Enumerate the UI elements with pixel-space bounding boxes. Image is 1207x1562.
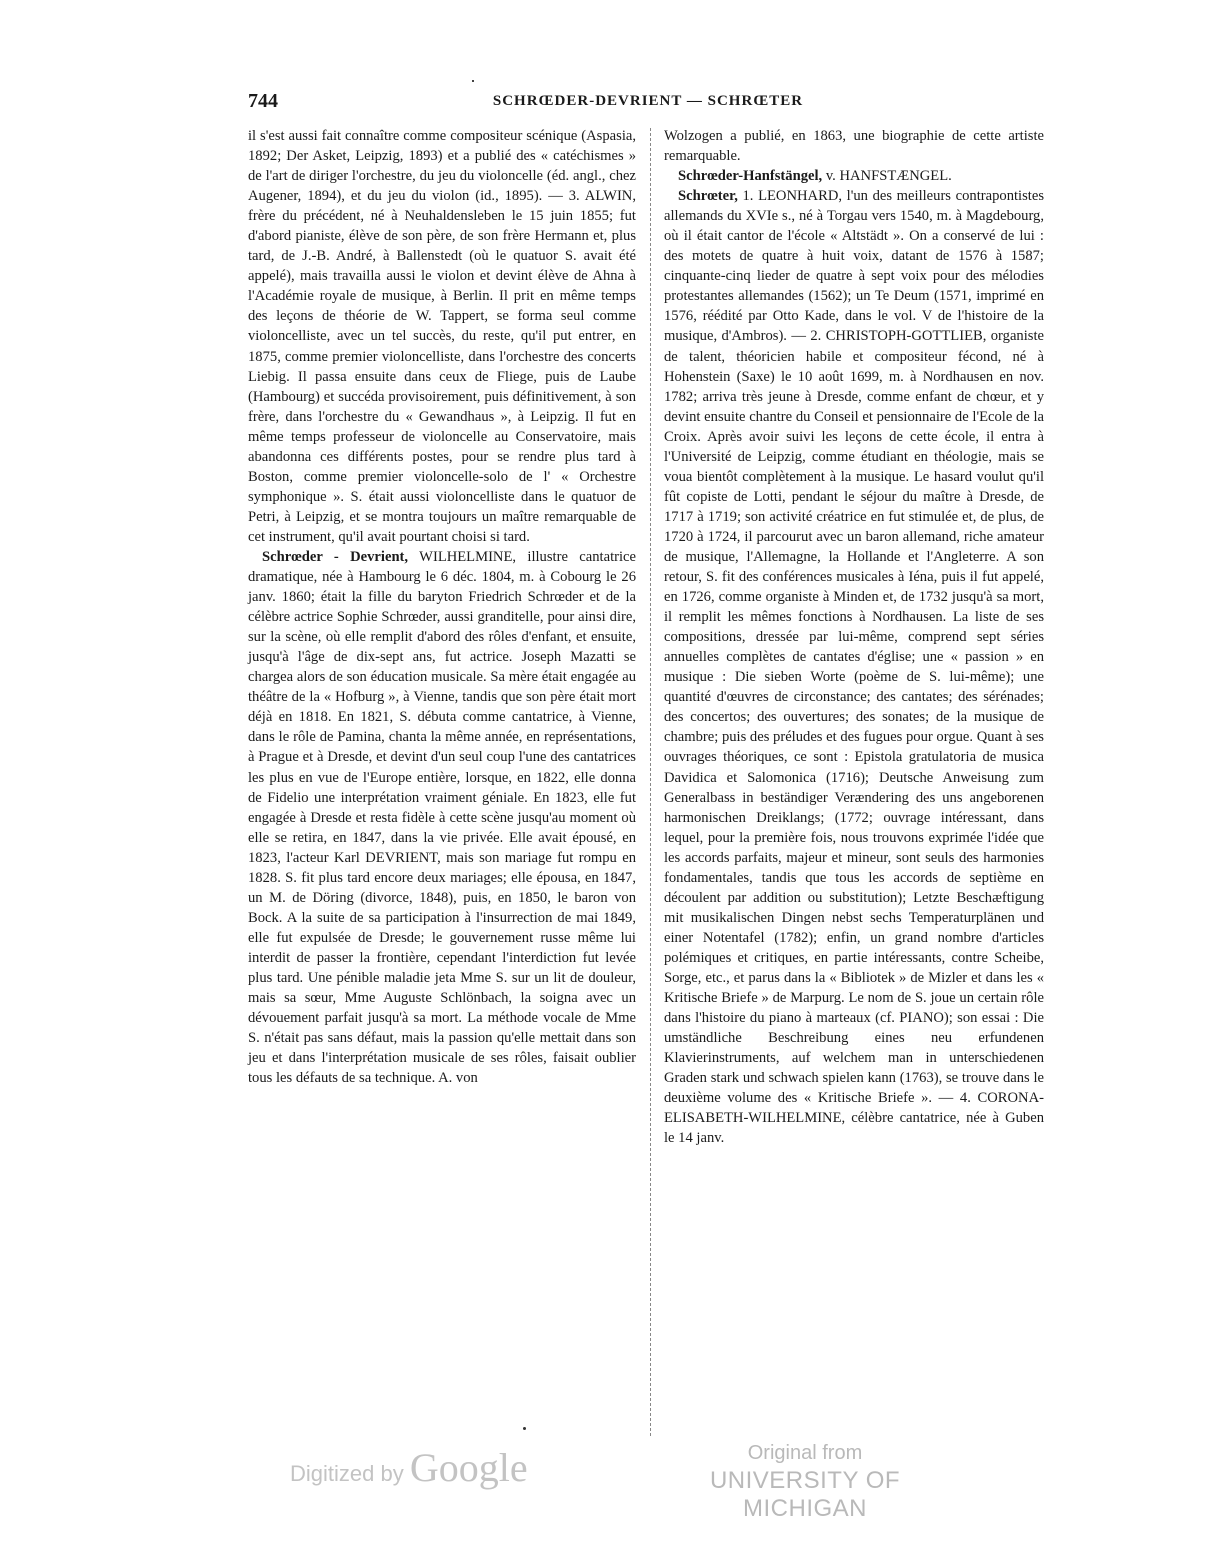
original-from-label: Original from <box>747 1442 863 1464</box>
dictionary-entry <box>248 547 636 1088</box>
paragraph <box>664 126 1044 166</box>
right-column <box>664 126 1044 1148</box>
page-header <box>248 90 1048 116</box>
left-column <box>248 126 636 1088</box>
dictionary-entry <box>664 186 1044 1148</box>
original-from-watermark <box>670 1442 940 1523</box>
digitization-footer <box>280 1436 940 1522</box>
entry-headword: Schrœter, <box>678 188 738 205</box>
entry-headword: Schrœder - Devrient, <box>262 548 409 565</box>
university-label: UNIVERSITY OF MICHIGAN <box>709 1467 901 1522</box>
google-logo: Google <box>409 1445 528 1490</box>
entry-text: WILHELMINE, illustre cantatrice dramatique, née à Hambourg le 6 déc. 1804, m. à Cobourg le 26 janv. 1860; était la fille du baryton Friedrich Schrœder et de la célèbre actrice Sophie Schrœder, aussi granditelle, pour ainsi dire, sur la scène, où elle remplit d'abord des rôles d'enfant, et ensuite, jusqu'à l'âge de dix-sept ans, fut actrice. Joseph Mazatti se chargea alors de son éducation musicale. Sa mère était engagée au théâtre de la « Hofburg », à Vienne, tandis que son père était mort déjà en 1818. En 1821, S. débuta comme cantatrice, à Vienne, dans le rôle de Pamina, chanta la même année, en représentations, à Prague et à Dresde, et devint d'un seul coup l'une des cantatrices les plus en vue de l'Europe entière, lorsque, en 1822, elle donna de Fidelio une interprétation vraiment géniale. En 1823, elle fut engagée à Dresde et resta fidèle à cette scène jusqu'au moment où elle se retira, en 1847, dans la vie privée. Elle avait épousé, en 1823, l'acteur Karl DEVRIENT, mais son mariage fut rompu en 1828. S. fit plus tard encore deux mariages; elle épousa, en 1847, un M. de Döring (divorce, 1848), puis, en 1850, le baron von Bock. A la suite de sa participation à l'insurrection de mai 1849, elle fut expulsée de Dresde; le gouvernement russe même lui interdit de passer la frontière, cependant l'interdiction fut levée plus tard. Une pénible maladie jeta Mme S. sur un lit de douleur, mais sa sœur, Mme Auguste Schlönbach, la soigna avec un dévouement parfait jusqu'à sa mort. La méthode vocale de Mme S. n'était pas sans défaut, mais la passion qu'elle mettait dans son jeu et dans l'interprétation musicale de ses rôles, faisait oublier tous les défauts de sa technique. A. von <box>248 548 637 1087</box>
digitized-by-watermark <box>290 1444 528 1491</box>
entry-headword: Schrœder-Hanfstängel, <box>678 168 823 185</box>
page-number: 744 <box>248 90 278 112</box>
print-mark <box>472 80 474 82</box>
running-title: SCHRŒDER-DEVRIENT — SCHRŒTER <box>492 93 804 109</box>
paragraph <box>248 126 636 547</box>
paragraph-text: il s'est aussi fait connaître comme compositeur scénique (Aspasia, 1892; Der Asket, Leipzig, 1893) et a publié des « catéchismes » de l'art de diriger l'orchestre, du jeu du violoncelle (éd. angl., chez Augener, 1894), et du jeu du violon (id., 1895). — 3. ALWIN, frère du précédent, né à Neuhaldensleben le 15 juin 1855; fut d'abord pianiste, élève de son père, de son frère Hermann et, plus tard, de J.-B. André, à Ballenstedt (où le quatuor S. avait été appelé), mais travailla aussi le violon et devint élève de Ahna à l'Académie royale de musique, à Berlin. Il prit en même temps des leçons de théorie de W. Tappert, se forma seul comme violoncelliste, avec un tel succès, du reste, qu'il put entrer, en 1875, comme premier violoncelliste, dans l'orchestre des concerts Liebig. Il passa ensuite dans ceux de Fliege, puis de Laube (Hambourg) et succéda provisoirement, puis définitivement, à son frère, dans l'orchestre du « Gewandhaus », à Leipzig. Il fut en même temps professeur de violoncelle au Conservatoire, mais abandonna ces différents postes, pour se rendre plus tard à Boston, comme premier violoncelle-solo de l' « Orchestre symphonique ». S. était aussi violoncelliste dans le quatuor de Petri, à Leipzig, et se montra toujours un maître remarquable de cet instrument, qu'il avait pourtant choisi si tard. <box>248 128 636 545</box>
print-mark <box>523 1427 526 1430</box>
entry-text: 1. LEONHARD, l'un des meilleurs contrapontistes allemands du XVIe s., né à Torgau vers 1540, m. à Magdebourg, où il était cantor de l'école « Altstädt ». On a conservé de lui : des motets de quatre à huit voix, datant de 1576 à 1587; cinquante-cinq lieder de quatre à sept voix pour des mélodies protestantes allemandes (1562); un Te Deum (1571, imprimé en 1576, réédité par Otto Kade, dans le vol. V de l'histoire de la musique, d'Ambros). — 2. CHRISTOPH-GOTTLIEB, organiste de talent, théoricien habile et compositeur fécond, né à Hohenstein (Saxe) le 10 août 1699, m. à Nordhausen en nov. 1782; arriva très jeune à Dresde, comme enfant de chœur, et y devint ensuite chantre du Conseil et pensionnaire de l'Ecole de la Croix. Après avoir suivi les leçons de cette école, il entra à l'Université de Leipzig, comme étudiant en théologie, mais se voua bientôt complètement à la musique. Le hasard voulut qu'il fût copiste de Lotti, pendant le séjour du maître à Dresde, de 1717 à 1719; son activité créatrice en fut stimulée et, de plus, de 1720 à 1724, il parcourut avec un baron allemand, riche amateur de musique, l'Allemagne, la Hollande et l'Angleterre. A son retour, S. fit des conférences musicales à Iéna, puis il fut appelé, en 1726, comme organiste à Minden et, de 1732 jusqu'à sa mort, il remplit les mêmes fonctions à Nordhausen. La liste de ses compositions, dressée par lui-même, comprend sept séries annuelles complètes de cantates d'église; une « passion » en musique : Die sieben Worte (poème de S. lui-même); une quantité d'œuvres de circonstance; des cantates; des sérénades; des concertos; des ouvertures; des sonates; de la musique de chambre; puis des préludes et des fugues pour orgue. Quant à ses ouvrages théoriques, ce sont : Epistola gratulatoria de musica Davidica et Salomonica (1716); Deutsche Anweisung zum Generalbass in beständiger Verændering des uns angeborenen harmonischen Dreiklangs; (1772; ouvrage intéressant, dans lequel, pour la première fois, nous trouvons exprimée l'idée que les accords parfaits, majeur et mineur, sont seuls des harmonies fondamentales, tandis que tous les accords de septième en découlent par addition ou substitution); Letzte Beschæftigung mit musikalischen Dingen nebst sechs Temperaturplänen und einer Notentafel (1782); enfin, un grand nombre d'articles polémiques et critiques, en partie intéressants, contre Scheibe, Sorge, etc., et parus dans la « Bibliotek » de Mizler et dans les « Kritische Briefe » de Marpurg. Le nom de S. joue un certain rôle dans l'histoire du piano à marteaux (cf. PIANO); son essai : Die umständliche Beschreibung eines neu erfundenen Klavierinstruments, auf welchem man in unterschiedenen Graden stark und schwach spielen kann (1763), se trouve dans le deuxième volume des « Kritische Briefe ». — 4. CORONA-ELISABETH-WILHELMINE, célèbre cantatrice, née à Guben le 14 janv. <box>664 188 1044 1147</box>
paragraph-text: Wolzogen a publié, en 1863, une biographie de cette artiste remarquable. <box>664 128 1044 165</box>
entry-text: v. HANFSTÆNGEL. <box>822 168 952 185</box>
digitized-prefix: Digitized by <box>290 1461 404 1486</box>
dictionary-entry <box>664 166 1044 186</box>
column-divider <box>650 128 651 1436</box>
